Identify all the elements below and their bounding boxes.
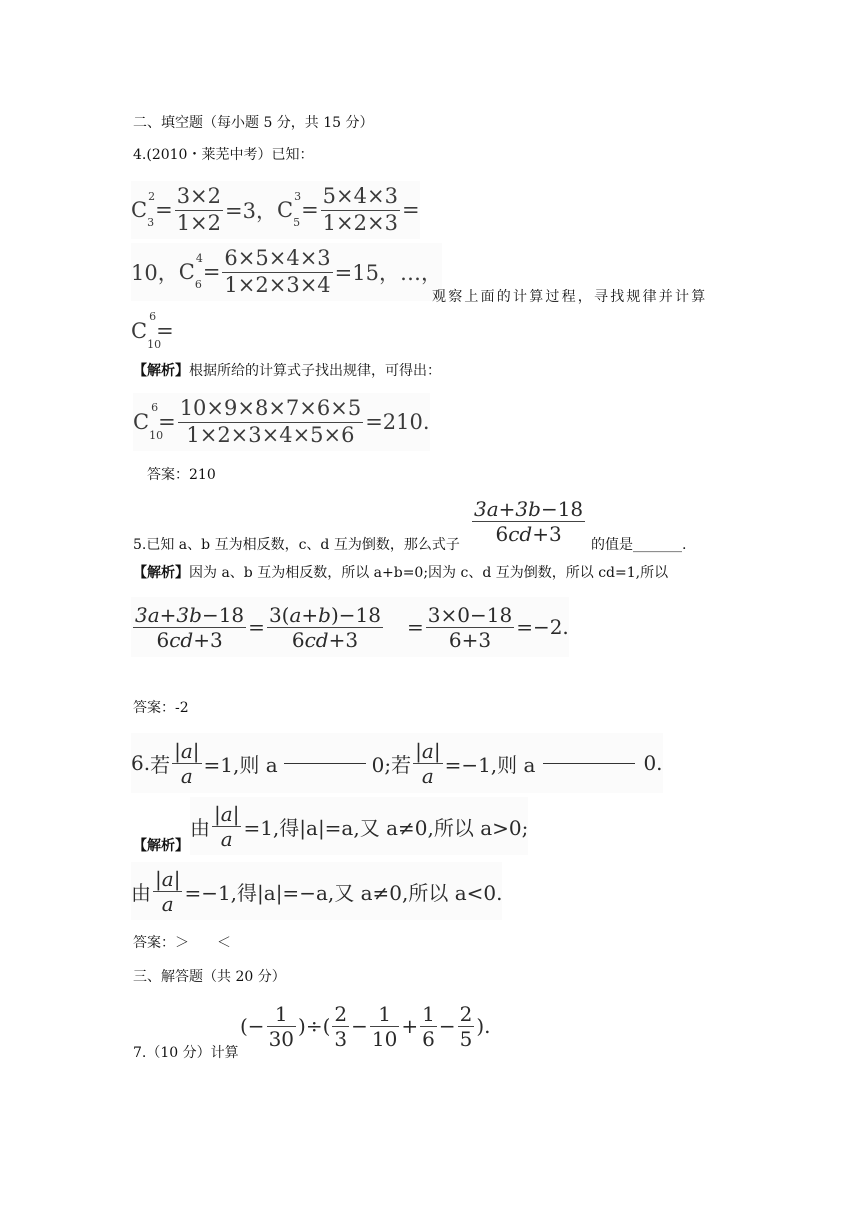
section2-heading: 二、填空题（每小题 5 分，共 15 分） bbox=[133, 115, 374, 131]
q7-expression: (− $\frac{1}{30}$ ) ÷( $\frac{2}{3}$ − $\frac{1}{10}$ + $\frac{1}{6}$ − $\frac{2}{5}$ ). bbox=[240, 1001, 491, 1051]
q5-answer: 答案：-2 bbox=[133, 700, 189, 716]
q6-analysis-line1: 由 $\frac{|a|}{a}$ =1,得|a|=a,又 a≠0,所以 a>0; bbox=[190, 797, 528, 855]
q4-ask-formula: $C_{10}^6$ = bbox=[131, 310, 174, 352]
q5-expression: $\frac{3a+3b-18}{6cd+3}$ bbox=[474, 496, 584, 546]
q4-answer: 答案：210 bbox=[147, 467, 216, 483]
q6-answer: 答案：＞ ＜ bbox=[133, 935, 231, 951]
q4-analysis: 【解析】根据所给的计算式子找出规律，可得出： bbox=[133, 363, 441, 379]
q4-intro: 4.(2010・莱芜中考）已知： bbox=[133, 147, 314, 163]
q4-formula-line2: 10， $C_6^4$ = $\frac{6\times 5\times 4\times 3}{1\times 2\times 3\times 4}$ =15，…， bbox=[131, 243, 442, 301]
q7-stem: 7.（10 分）计算 bbox=[133, 1045, 239, 1061]
q6-analysis-line2: 由 $\frac{|a|}{a}$ =−1,得|a|=−a,又 a≠0,所以 a<0. bbox=[131, 862, 502, 920]
q5-stem-prefix: 5.已知 a、b 互为相反数，c、d 互为倒数，那么式子 bbox=[133, 537, 460, 553]
q5-stem-suffix: 的值是_______. bbox=[591, 537, 687, 553]
section3-heading: 三、解答题（共 20 分） bbox=[133, 969, 286, 985]
q5-result-formula: $\frac{3a+3b-18}{6cd+3}$ = $\frac{3(a+b)-18}{6cd+3}$ = $\frac{3\times 0-18}{6+3}$ =−2. bbox=[131, 597, 569, 657]
q5-analysis-label: 【解析】 bbox=[133, 565, 189, 581]
q4-result-formula: $C_{10}^6$ = $\frac{10\times 9\times 8\times 7\times 6\times 5}{1\times 2\times 3\times 4\times 5\times 6}$ =210. bbox=[133, 393, 430, 451]
q4-analysis-label: 【解析】 bbox=[133, 363, 189, 379]
q6-blank-2[interactable] bbox=[543, 763, 635, 764]
q4-observe-text: 观察上面的计算过程，寻找规律并计算 bbox=[432, 289, 708, 305]
q6-stem: 6. 若 $\frac{|a|}{a}$ =1,则 a 0;若 $\frac{|a|}{a}$ =−1,则 a 0. bbox=[131, 733, 663, 793]
q4-formula-line1: $C_3^2$ = $\frac{3\times 2}{1\times 2}$ =3， $C_5^3$ = $\frac{5\times 4\times 3}{1\times 2\times 3}$ = bbox=[131, 181, 420, 239]
q6-analysis-label: 【解析】 bbox=[133, 838, 189, 854]
q5-analysis: 【解析】因为 a、b 互为相反数，所以 a+b=0;因为 c、d 互为倒数，所以 cd=1,所以 bbox=[133, 565, 669, 581]
q6-blank-1[interactable] bbox=[284, 763, 366, 764]
